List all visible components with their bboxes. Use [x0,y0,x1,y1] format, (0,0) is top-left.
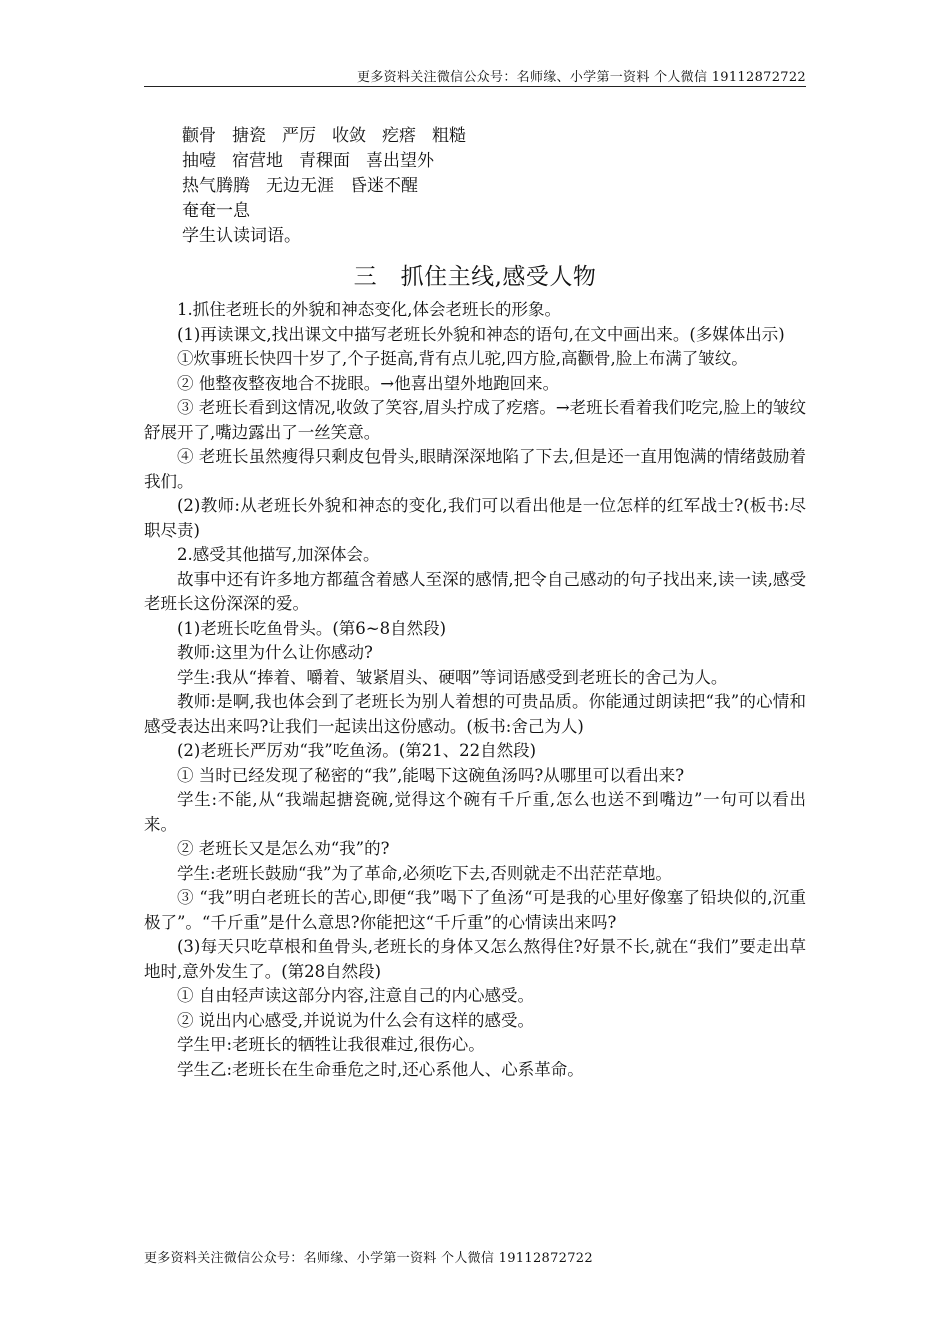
vocab-word: 粗糙 [432,126,466,146]
vocab-row [182,149,482,174]
paragraph: ② 老班长又是怎么劝“我”的? [177,839,390,858]
paragraph: 学生:我从“捧着、嚼着、皱紧眉头、硬咽”等词语感受到老班长的舍己为人。 [177,667,728,687]
vocab-word: 抽噎 [182,151,216,171]
vocab-word: 奄奄一息 [182,201,250,221]
paragraph: 学生:不能,从“我端起搪瓷碗,觉得这个碗有千斤重,怎么也送不到嘴边”一句可以看出来。 [144,790,806,834]
paragraph: ① 当时已经发现了秘密的“我”,能喝下这碗鱼汤吗?从哪里可以看出来? [177,765,685,785]
vocab-word: 疙瘩 [382,126,416,146]
vocab-word: 无边无涯 [266,176,334,196]
vocab-word: 昏迷不醒 [350,176,418,196]
paragraph: (2)老班长严厉劝“我”吃鱼汤。(第21、22自然段) [177,741,537,760]
paragraph: 学生乙:老班长在生命垂危之时,还心系他人、心系革命。 [177,1059,584,1079]
paragraph: ② 说出内心感受,并说说为什么会有这样的感受。 [177,1010,534,1030]
vocab-word: 青稞面 [299,151,350,171]
paragraph: 2.感受其他描写,加深体会。 [177,545,380,564]
paragraph: ③ 老班长看到这情况,收敛了笑容,眉头拧成了疙瘩。→老班长看着我们吃完,脸上的皱纹舒展开了,嘴边露出了一丝笑意。 [144,398,806,442]
paragraph: 教师:这里为什么让你感动? [177,643,373,662]
paragraph: 教师:是啊,我也体会到了老班长为别人着想的可贵品质。你能通过朗读把“我”的心情和感受表达出来吗?让我们一起读出这份感动。(板书:舍己为人) [144,692,806,736]
lesson-body [144,298,806,1082]
paragraph: (1)再读课文,找出课文中描写老班长外貌和神态的语句,在文中画出来。(多媒体出示) [177,324,785,344]
vocab-word: 喜出望外 [366,151,434,171]
vocab-row [182,174,482,199]
vocab-word: 收敛 [332,126,366,146]
paragraph: 学生甲:老班长的牺牲让我很难过,很伤心。 [177,1035,485,1054]
vocab-word: 热气腾腾 [182,176,250,196]
vocab-word: 颧骨 [182,126,216,146]
vocab-word: 宿营地 [232,151,283,171]
paragraph: ①炊事班长快四十岁了,个子挺高,背有点儿驼,四方脸,高颧骨,脸上布满了皱纹。 [177,349,748,368]
paragraph: ③ “我”明白老班长的苦心,即便“我”喝下了鱼汤“可是我的心里好像塞了铅块似的,沉重极了”。“千斤重”是什么意思?你能把这“千斤重”的心情读出来吗? [144,888,806,932]
vocab-row [182,199,482,224]
vocab-row [182,124,482,149]
header-divider [144,86,806,87]
paragraph: ② 他整夜整夜地合不拢眼。→他喜出望外地跑回来。 [177,373,560,393]
vocab-word: 搪瓷 [232,126,266,146]
paragraph: ① 自由轻声读这部分内容,注意自己的内心感受。 [177,986,534,1005]
paragraph: (2)教师:从老班长外貌和神态的变化,我们可以看出他是一位怎样的红军战士?(板书:尽职尽责) [144,496,806,540]
vocabulary-list [182,124,482,249]
paragraph: (1)老班长吃鱼骨头。(第6~8自然段) [177,618,447,638]
paragraph: 学生:老班长鼓励“我”为了革命,必须吃下去,否则就走不出茫茫草地。 [177,863,672,883]
section-title: 三 抓住主线,感受人物 [353,264,597,290]
page-footer: 更多资料关注微信公众号：名师缘、小学第一资料 个人微信 19112872722 [144,1251,593,1266]
page-header: 更多资料关注微信公众号：名师缘、小学第一资料 个人微信 19112872722 [357,70,806,85]
paragraph: 故事中还有许多地方都蕴含着感人至深的感情,把令自己感动的句子找出来,读一读,感受老班长这份深深的爱。 [144,569,806,613]
vocab-instruction: 学生认读词语。 [182,226,301,246]
vocab-word: 严厉 [282,126,316,146]
paragraph: (3)每天只吃草根和鱼骨头,老班长的身体又怎么熬得住?好景不长,就在“我们”要走出草地时,意外发生了。(第28自然段) [144,937,806,981]
paragraph: 1.抓住老班长的外貌和神态变化,体会老班长的形象。 [177,300,561,319]
paragraph: ④ 老班长虽然瘦得只剩皮包骨头,眼睛深深地陷了下去,但是还一直用饱满的情绪鼓励着我们。 [144,447,806,491]
